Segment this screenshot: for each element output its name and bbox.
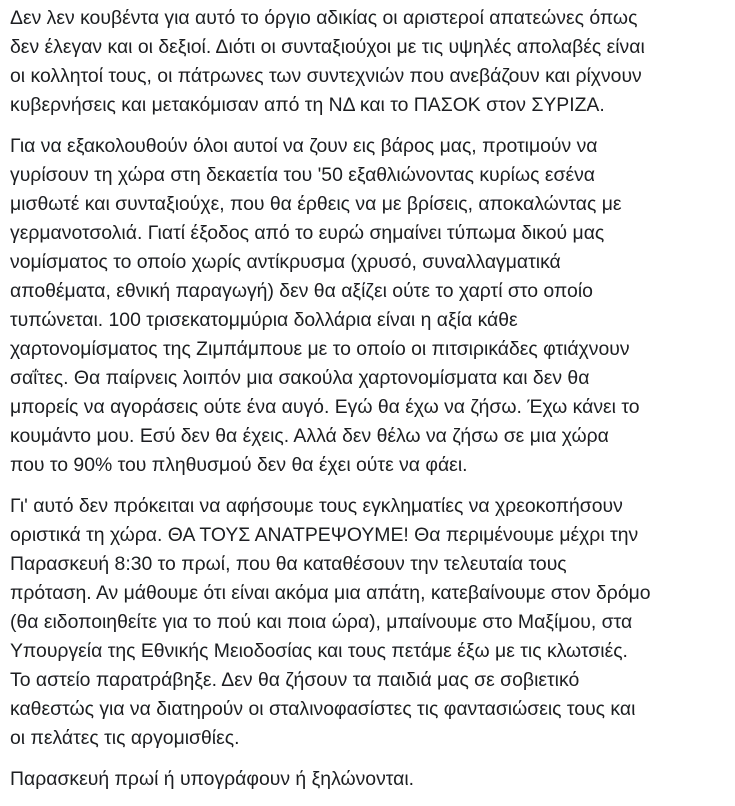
text-line: Το αστείο παρατράβηξε. Δεν θα ζήσουν τα παιδιά μας σε σοβιετικό: [10, 669, 580, 691]
text-line: οι πελάτες τις αργομισθίες.: [10, 727, 240, 749]
text-line: αποθέματα, εθνική παραγωγή) δεν θα αξίζει ούτε το χαρτί στο οποίο: [10, 280, 593, 302]
text-line: οριστικά τη χώρα. ΘΑ ΤΟΥΣ ΑΝΑΤΡΕΨΟΥΜΕ! Θα περιμένουμε μέχρι την: [10, 524, 639, 546]
paragraph-1: [10, 0, 735, 120]
paragraph-4: [10, 765, 735, 794]
text-line: σαΐτες. Θα παίρνεις λοιπόν μια σακούλα χαρτονομίσματα και δεν θα: [10, 367, 590, 389]
text-line: πρόταση. Αν μάθουμε ότι είναι ακόμα μια απάτη, κατεβαίνουμε στον δρόμο: [10, 582, 651, 604]
text-line: (θα ειδοποιηθείτε για το πού και ποια ώρα), μπαίνουμε στο Μαξίμου, στα: [10, 611, 633, 633]
text-line: Γι' αυτό δεν πρόκειται να αφήσουμε τους εγκληματίες να χρεοκοπήσουν: [10, 495, 623, 517]
text-line: μισθωτέ και συνταξιούχε, που θα έρθεις να με βρίσεις, αποκαλώντας με: [10, 193, 622, 215]
text-line: κουμάντο μου. Εσύ δεν θα έχεις. Αλλά δεν θέλω να ζήσω σε μια χώρα: [10, 425, 609, 447]
text-line: Δεν λεν κουβέντα για αυτό το όργιο αδικίας οι αριστεροί απατεώνες όπως: [10, 7, 638, 29]
text-line: δεν έλεγαν και οι δεξιοί. Διότι οι συνταξιούχοι με τις υψηλές απολαβές είναι: [10, 36, 645, 58]
text-line: Παρασκευή πρωί ή υπογράφουν ή ξηλώνονται.: [10, 768, 415, 790]
text-line: Για να εξακολουθούν όλοι αυτοί να ζουν εις βάρος μας, προτιμούν να: [10, 135, 598, 157]
paragraph-3: [10, 492, 735, 753]
text-line: Παρασκευή 8:30 το πρωί, που θα καταθέσουν την τελευταία τους: [10, 553, 567, 575]
text-line: Υπουργεία της Εθνικής Μειοδοσίας και τους πετάμε έξω με τις κλωτσιές.: [10, 640, 628, 662]
text-line: τυπώνεται. 100 τρισεκατομμύρια δολλάρια είναι η αξία κάθε: [10, 309, 518, 331]
text-line: νομίσματος το οποίο χωρίς αντίκρυσμα (χρυσό, συναλλαγματικά: [10, 251, 561, 273]
text-line: γυρίσουν τη χώρα στη δεκαετία του '50 εξαθλιώνοντας κυρίως εσένα: [10, 164, 596, 186]
text-line: γερμανοτσολιά. Γιατί έξοδος από το ευρώ σημαίνει τύπωμα δικού μας: [10, 222, 605, 244]
text-line: που το 90% του πληθυσμού δεν θα έχει ούτε να φάει.: [10, 454, 468, 476]
text-line: μπορείς να αγοράσεις ούτε ένα αυγό. Εγώ θα έχω να ζήσω. Έχω κάνει το: [10, 396, 640, 418]
text-line: καθεστώς για να διατηρούν οι σταλινοφασίστες τις φαντασιώσεις τους και: [10, 698, 636, 720]
post-body: [10, 0, 735, 806]
text-line: χαρτονομίσματος της Ζιμπάμπουε με το οποίο οι πιτσιρικάδες φτιάχνουν: [10, 338, 630, 360]
text-line: οι κολλητοί τους, οι πάτρωνες των συντεχνιών που ανεβάζουν και ρίχνουν: [10, 65, 642, 87]
paragraph-2: [10, 132, 735, 480]
text-line: κυβερνήσεις και μετακόμισαν από τη ΝΔ και το ΠΑΣΟΚ στον ΣΥΡΙΖΑ.: [10, 94, 605, 116]
